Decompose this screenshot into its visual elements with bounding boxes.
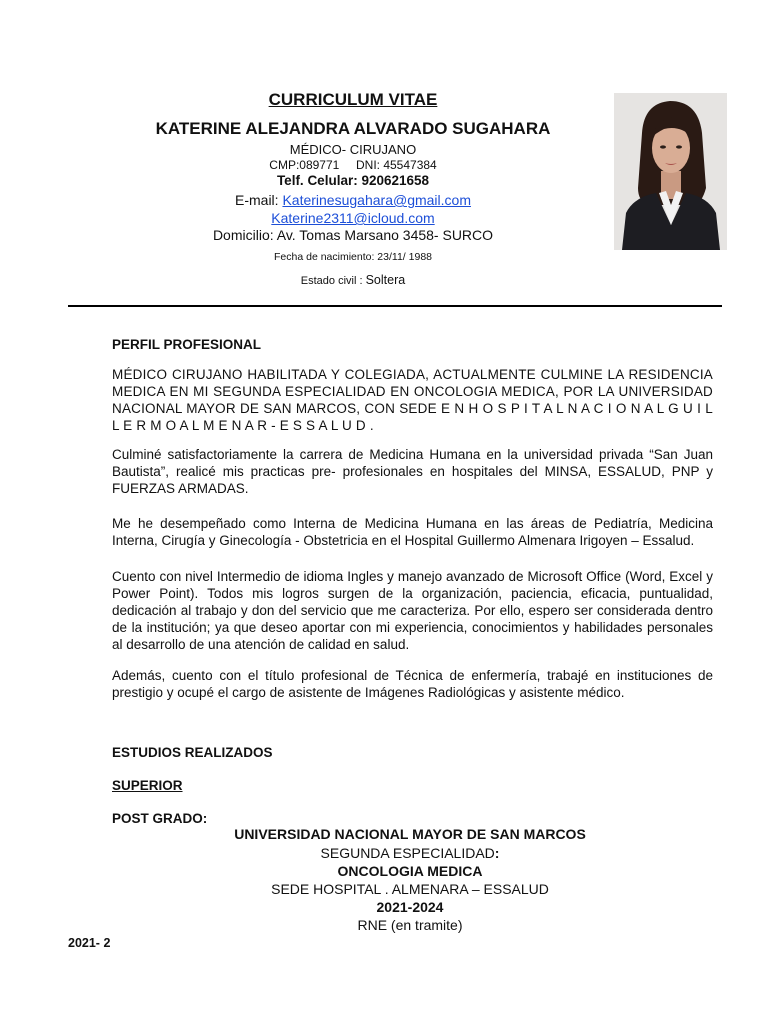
profile-paragraph-4: Cuento con nivel Intermedio de idioma Ingles y manejo avanzado de Microsoft Office (Word, Excel y Power Point). Todos mis logros surgen de la organización, paciencia, eficacia, puntualidad, dedicación al trabajo y don del servicio que me caracteriza. Por ello, espero ser considerada dentro de la institución; ya que deseo aportar con mi experiencia, conocimientos y habilidades personales al desarrollo de una atención de calidad en salud. bbox=[112, 569, 713, 652]
profile-paragraph-1: MÉDICO CIRUJANO HABILITADA Y COLEGIADA, ACTUALMENTE CULMINE LA RESIDENCIA MEDICA EN MI SEGUNDA ESPECIALIDAD EN ONCOLOGIA MEDICA, POR LA UNIVERSIDAD NACIONAL MAYOR DE SAN MARCOS, CON SEDE E N H O S P I T A L N A C I O N A L G U I L L E R M O A L M E N A R - E S S A L U D . bbox=[112, 367, 713, 433]
email-line bbox=[120, 192, 586, 208]
civil-status bbox=[200, 273, 506, 287]
email-label: E-mail: bbox=[235, 192, 279, 208]
second-specialty-label: SEGUNDA ESPECIALIDAD bbox=[320, 845, 495, 861]
profile-photo bbox=[614, 93, 727, 250]
sede-hospital: SEDE HOSPITAL . ALMENARA – ESSALUD bbox=[271, 881, 549, 897]
civil-status-value: Soltera bbox=[365, 273, 406, 287]
profile-heading: PERFIL PROFESIONAL bbox=[112, 337, 262, 352]
address: Domicilio: Av. Tomas Marsano 3458- SURCO bbox=[212, 227, 494, 243]
next-period: 2021- 2 bbox=[68, 936, 111, 950]
studies-heading: ESTUDIOS REALIZADOS bbox=[112, 745, 273, 760]
rne-status: RNE (en tramite) bbox=[357, 917, 463, 933]
phone-label: Telf. Celular: bbox=[276, 173, 358, 188]
civil-status-label: Estado civil : bbox=[300, 275, 363, 287]
phone-line bbox=[200, 173, 506, 188]
superior-heading: SUPERIOR bbox=[112, 778, 183, 793]
second-specialty bbox=[200, 845, 620, 861]
phone-value: 920621658 bbox=[361, 173, 430, 188]
second-specialty-colon: : bbox=[494, 845, 500, 861]
portrait-image bbox=[614, 93, 727, 250]
profile-paragraph-5: Además, cuento con el título profesional de Técnica de enfermería, trabajé en instituciones de prestigio y ocupé el cargo de asistente de Imágenes Radiológicas y asistente médico. bbox=[112, 668, 713, 700]
header-divider bbox=[68, 305, 722, 307]
birth-date: Fecha de nacimiento: 23/11/ 1988 bbox=[274, 251, 432, 263]
postgrado-heading: POST GRADO: bbox=[112, 811, 208, 826]
cmp-dni: CMP:089771 DNI: 45547384 bbox=[269, 158, 437, 172]
profession: MÉDICO- CIRUJANO bbox=[289, 142, 417, 157]
email-link-icloud[interactable]: Katerine2311@icloud.com bbox=[271, 210, 435, 226]
cv-title: CURRICULUM VITAE bbox=[268, 90, 438, 109]
profile-paragraph-2: Culminé satisfactoriamente la carrera de Medicina Humana en la universidad privada “San Juan Bautista”, realicé mis practicas pre- profesionales en hospitales del MINSA, ESSALUD, PNP y FUERZAS ARMADAS. bbox=[112, 447, 713, 496]
study-period: 2021-2024 bbox=[376, 899, 444, 915]
email-link-gmail[interactable]: Katerinesugahara@gmail.com bbox=[282, 192, 471, 208]
profile-paragraph-3: Me he desempeñado como Interna de Medicina Humana en las áreas de Pediatría, Medicina Interna, Cirugía y Ginecología - Obstetricia en el Hospital Guillermo Almenara Irigoyen – Essalud. bbox=[112, 516, 713, 548]
full-name: KATERINE ALEJANDRA ALVARADO SUGAHARA bbox=[155, 119, 551, 138]
university-name: UNIVERSIDAD NACIONAL MAYOR DE SAN MARCOS bbox=[234, 826, 586, 842]
email-line-2 bbox=[120, 210, 586, 226]
specialty-name: ONCOLOGIA MEDICA bbox=[337, 863, 483, 879]
